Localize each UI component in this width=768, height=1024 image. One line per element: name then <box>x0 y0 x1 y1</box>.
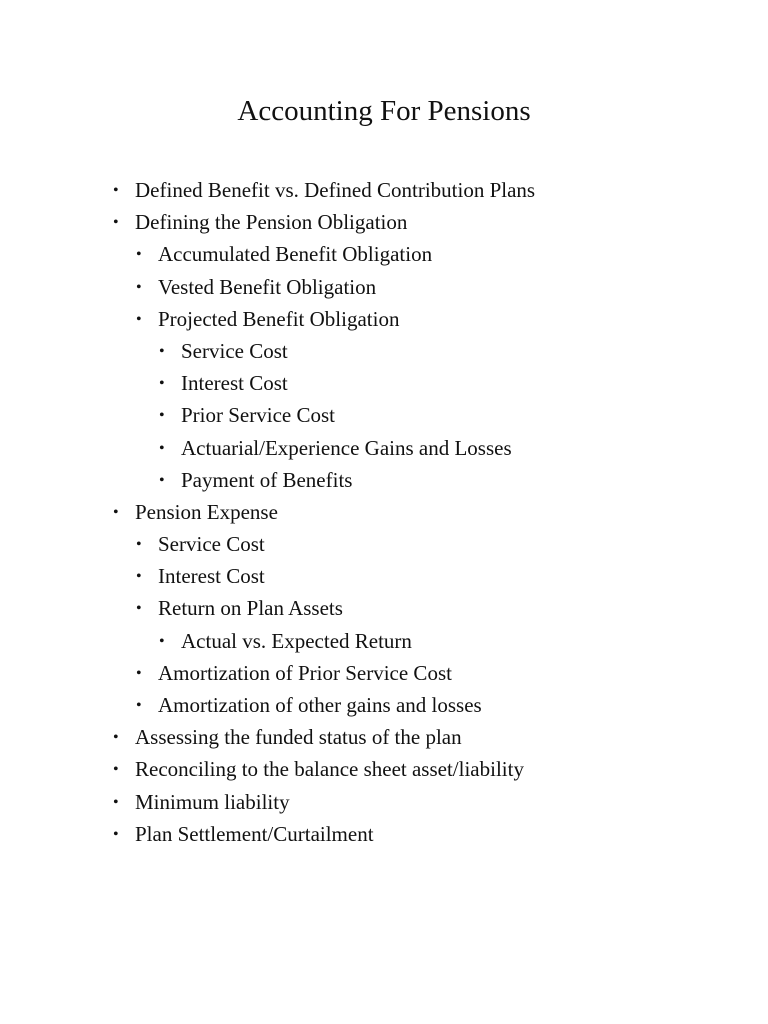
outline-subsubitem: • Actual vs. Expected Return <box>0 625 768 657</box>
page-title: Accounting For Pensions <box>237 95 531 127</box>
topic-outline <box>0 174 768 850</box>
outline-item: • Defined Benefit vs. Defined Contribution Plans <box>0 174 768 206</box>
outline-item: • Plan Settlement/Curtailment <box>0 818 768 850</box>
outline-subitem: • Return on Plan Assets <box>0 592 768 624</box>
outline-subsubitem: • Interest Cost <box>0 367 768 399</box>
outline-subitem: • Vested Benefit Obligation <box>0 271 768 303</box>
outline-subitem: • Service Cost <box>0 528 768 560</box>
outline-subitem: • Accumulated Benefit Obligation <box>0 238 768 270</box>
outline-subsubitem: • Prior Service Cost <box>0 399 768 431</box>
outline-item: • Minimum liability <box>0 786 768 818</box>
outline-subsubitem: • Service Cost <box>0 335 768 367</box>
outline-subsubitem: • Payment of Benefits <box>0 464 768 496</box>
outline-item: • Pension Expense <box>0 496 768 528</box>
outline-subitem: • Projected Benefit Obligation <box>0 303 768 335</box>
outline-subitem: • Amortization of Prior Service Cost <box>0 657 768 689</box>
outline-subsubitem: • Actuarial/Experience Gains and Losses <box>0 432 768 464</box>
outline-subitem: • Interest Cost <box>0 560 768 592</box>
outline-item: • Assessing the funded status of the plan <box>0 721 768 753</box>
outline-item: • Reconciling to the balance sheet asset/liability <box>0 753 768 785</box>
outline-item: • Defining the Pension Obligation <box>0 206 768 238</box>
outline-subitem: • Amortization of other gains and losses <box>0 689 768 721</box>
